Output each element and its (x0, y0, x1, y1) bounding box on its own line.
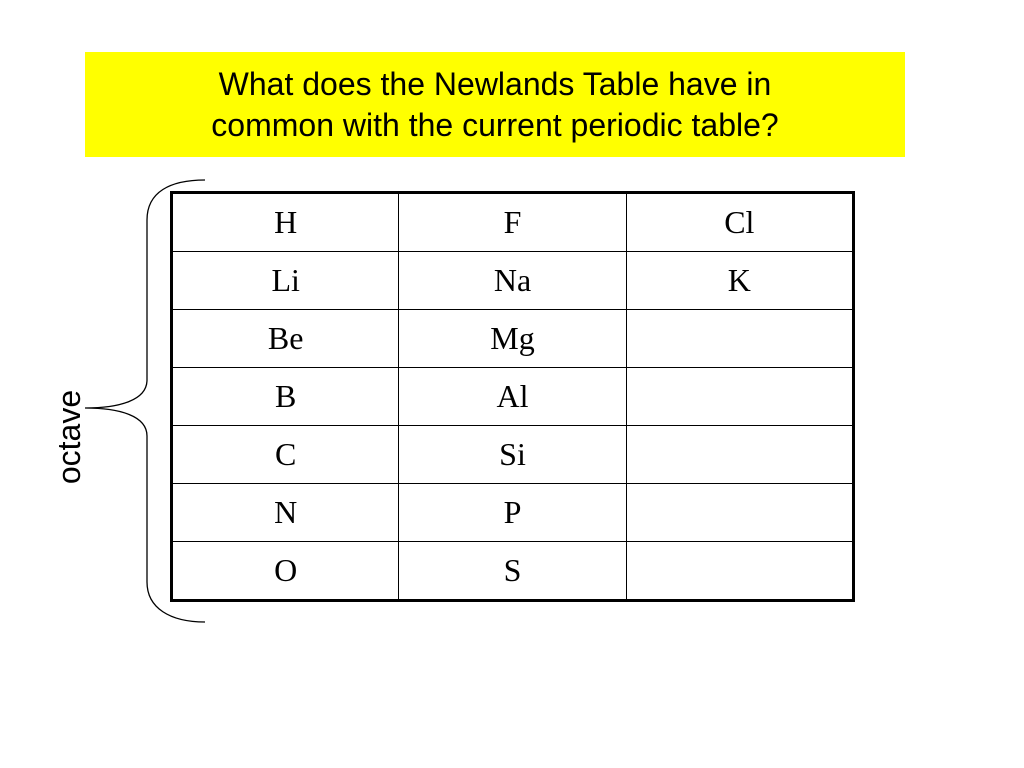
table-cell (626, 368, 853, 426)
table-cell (626, 426, 853, 484)
table-row (172, 310, 854, 368)
title-line-1: What does the Newlands Table have in (218, 65, 772, 102)
table-cell: P (399, 484, 626, 542)
octave-label: octave (51, 389, 87, 485)
table-cell: O (172, 542, 399, 601)
table-cell: S (399, 542, 626, 601)
table-cell (626, 310, 853, 368)
table-row (172, 426, 854, 484)
table-cell: Al (399, 368, 626, 426)
table-cell: Na (399, 252, 626, 310)
table-row (172, 252, 854, 310)
table-cell: Li (172, 252, 399, 310)
table-cell (626, 542, 853, 601)
table-cell: C (172, 426, 399, 484)
table-row (172, 542, 854, 601)
newlands-table (170, 191, 855, 602)
table-cell: H (172, 193, 399, 252)
table-cell: F (399, 193, 626, 252)
table-cell (626, 484, 853, 542)
slide-title (85, 52, 905, 157)
table-cell: N (172, 484, 399, 542)
table-row (172, 193, 854, 252)
table-cell: Be (172, 310, 399, 368)
table-cell: Mg (399, 310, 626, 368)
title-line-2: common with the current periodic table? (211, 106, 779, 143)
table-row (172, 368, 854, 426)
table-cell: B (172, 368, 399, 426)
table-cell: K (626, 252, 853, 310)
table-cell: Si (399, 426, 626, 484)
table-cell: Cl (626, 193, 853, 252)
table-row (172, 484, 854, 542)
